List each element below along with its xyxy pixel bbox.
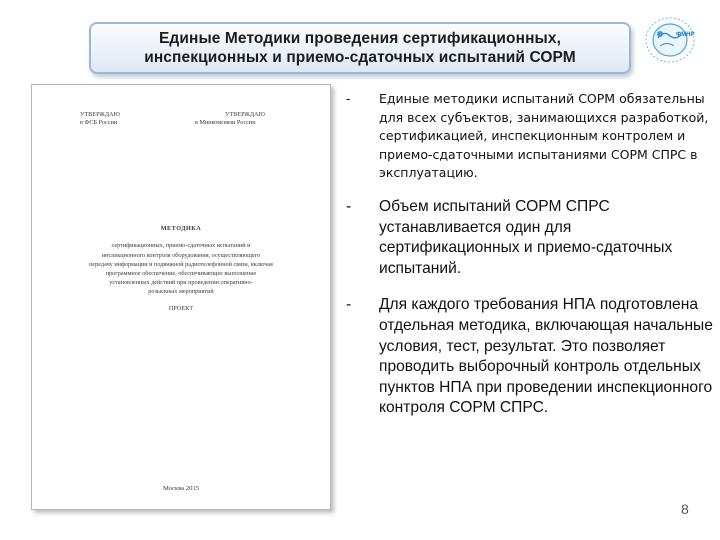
bullet-text: Объем испытаний СОРМ СПРС устанавливается один для сертификационных и приемо-сдаточных испытаний. — [379, 197, 673, 277]
doc-body-line: розыскных мероприятий — [148, 288, 214, 295]
doc-body-line: программное обеспечение, обеспечивающее выполнение — [105, 270, 257, 277]
doc-footer: Москва 2015 — [162, 485, 200, 492]
doc-approve-left: УТВЕРЖДАЮ — [80, 111, 120, 118]
doc-approve-left-org: в ФСБ России — [80, 119, 118, 126]
doc-approve-right-org: в Минкомсвязи России — [195, 119, 256, 126]
doc-body-line: установленных действий при проведении оперативно- — [109, 279, 253, 286]
doc-approve-right: УТВЕРЖДАЮ — [225, 111, 265, 118]
page-number: 8 — [681, 501, 689, 517]
bullet-item — [346, 295, 716, 419]
doc-title: МЕТОДИКА — [160, 225, 202, 232]
globe-logo-icon — [640, 12, 700, 66]
doc-body-line: передачу информации и подвижной радиотелефонной связи, включая — [89, 261, 273, 268]
bullet-text: Единые методики испытаний СОРМ обязательны для всех субъектов, занимающихся разработкой, сертификацией, инспекционным контролем и приемо-сдаточными испытаниями СОРМ СПРС в эксплуатацию. — [379, 91, 709, 181]
doc-body-line: сертификационных, приемо-сдаточных испытаний и — [111, 242, 251, 249]
bullet-dash: - — [346, 91, 351, 106]
logo-text: ФМНР — [676, 32, 695, 38]
doc-body-line: инспекционного контроля оборудования, осуществляющего — [101, 252, 261, 259]
bullet-dash: - — [346, 296, 352, 314]
bullet-text: Для каждого требования НПА подготовлена отдельная методика, включающая начальные условия, тест, результат. Это позволяет проводить выборочный контроль отдельных пунктов НПА при проведении инспекционного контроля СОРМ СПРС. — [379, 296, 713, 417]
bullet-list — [346, 90, 716, 419]
bullet-item — [346, 197, 716, 279]
organization-logo — [640, 12, 700, 66]
document-preview — [31, 84, 331, 510]
bullet-dash: - — [346, 197, 352, 215]
slide-title-line-2: инспекционных и приемо-сдаточных испытаний СОРМ — [144, 49, 576, 66]
doc-draft-label: ПРОЕКТ — [168, 305, 194, 312]
bullet-item — [346, 90, 716, 183]
slide-title-line-1: Единые Методики проведения сертификационных, — [158, 30, 562, 47]
slide-title-box — [89, 22, 631, 74]
